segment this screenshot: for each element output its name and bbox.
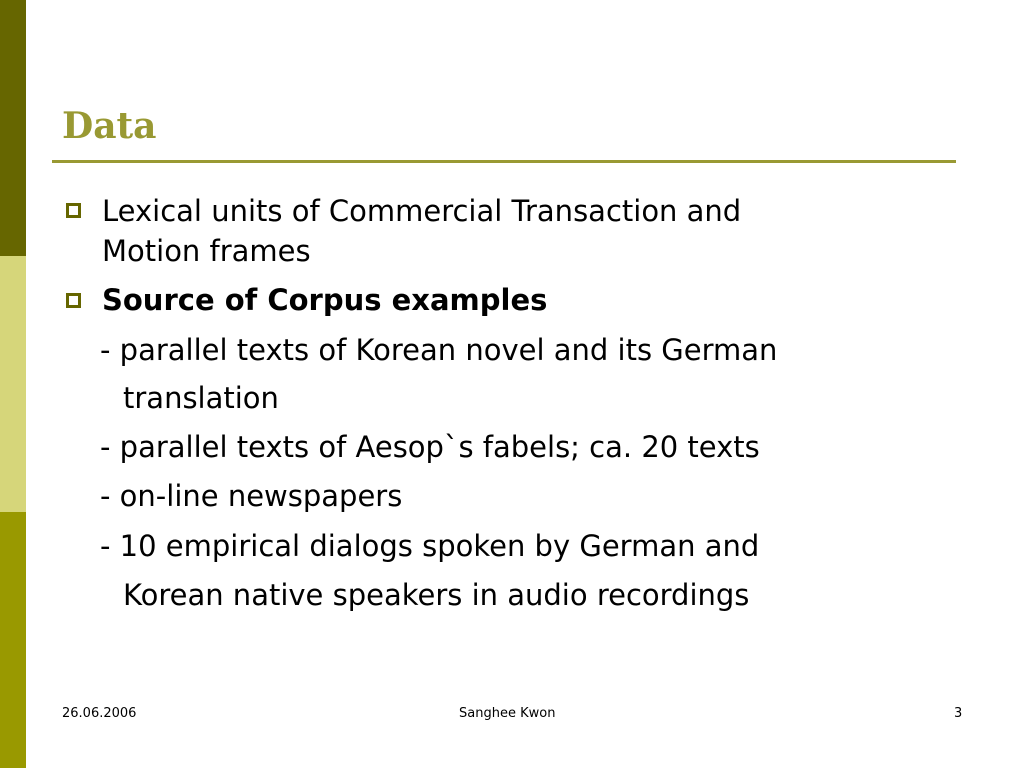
bullet-text-line: Motion frames <box>102 234 311 268</box>
footer-date: 26.06.2006 <box>62 706 137 721</box>
footer-author: Sanghee Kwon <box>459 706 556 721</box>
bullet-text-line: Lexical units of Commercial Transaction and <box>102 194 742 228</box>
sub-item-line: - on-line newspapers <box>100 479 403 513</box>
square-bullet-icon <box>66 293 81 308</box>
slide-title: Data <box>62 105 157 147</box>
sub-item-line: - parallel texts of Korean novel and its German <box>100 333 778 367</box>
footer-page-number: 3 <box>954 706 963 721</box>
sub-item-line: - 10 empirical dialogs spoken by German and <box>100 529 760 563</box>
bullet-heading: Source of Corpus examples <box>102 283 548 317</box>
square-bullet-icon <box>66 203 81 218</box>
sub-item-line: Korean native speakers in audio recordings <box>123 578 750 612</box>
sub-item-line: - parallel texts of Aesop`s fabels; ca. 20 texts <box>100 430 760 464</box>
sub-item-line: translation <box>123 381 279 415</box>
